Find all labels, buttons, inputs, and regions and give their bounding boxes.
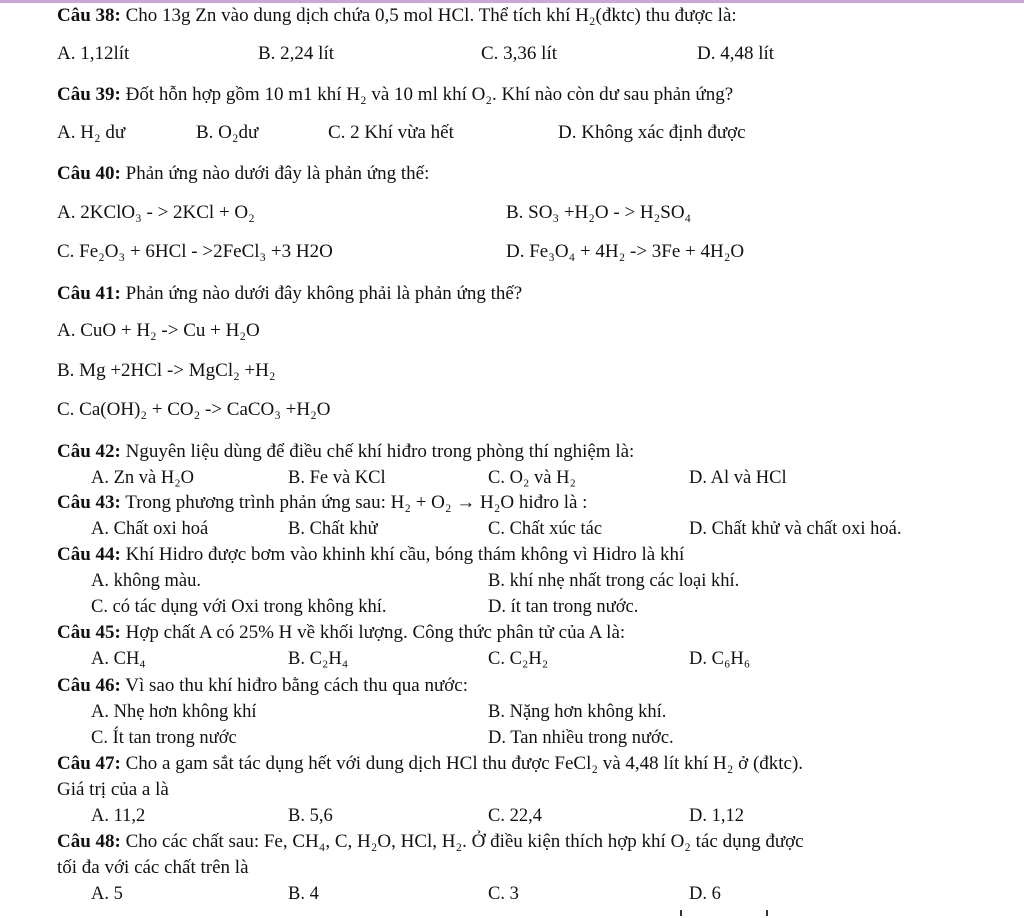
question-38: Câu 38: Cho 13g Zn vào dung dịch chứa 0,5 mol HCl. Thể tích khí H₂(đktc) thu được là: bbox=[57, 5, 737, 26]
q39-option-a: A. H₂ dư bbox=[57, 122, 126, 143]
question-42: Câu 42: Nguyên liệu dùng để điều chế khí hiđro trong phòng thí nghiệm là: bbox=[57, 441, 635, 462]
q42-option-d: D. Al và HCl bbox=[689, 468, 787, 488]
q42-option-a: A. Zn và H₂O bbox=[91, 468, 195, 488]
scan-mark bbox=[766, 910, 768, 916]
q39-option-b: B. O₂dư bbox=[196, 122, 259, 143]
q43-option-c: C. Chất xúc tác bbox=[488, 519, 603, 539]
q45-option-c: C. C₂H₂ bbox=[488, 649, 549, 669]
q45-option-b: B. C₂H₄ bbox=[288, 649, 349, 669]
q48-option-b: B. 4 bbox=[288, 884, 319, 904]
q43-option-a: A. Chất oxi hoá bbox=[91, 519, 209, 539]
question-47-continuation: Giá trị của a là bbox=[57, 779, 169, 800]
question-47: Câu 47: Cho a gam sắt tác dụng hết với dung dịch HCl thu được FeCl₂ và 4,48 lít khí H₂ ở (đktc). bbox=[57, 753, 804, 774]
question-43: Câu 43: Trong phương trình phản ứng sau: H₂ + O₂ → H₂O hiđro là : bbox=[57, 492, 588, 513]
question-40: Câu 40: Phản ứng nào dưới đây là phản ứng thế: bbox=[57, 163, 430, 184]
q47-option-d: D. 1,12 bbox=[689, 806, 744, 826]
question-44: Câu 44: Khí Hidro được bơm vào khinh khí cầu, bóng thám không vì Hidro là khí bbox=[57, 544, 685, 565]
q46-option-c: C. Ít tan trong nước bbox=[91, 728, 237, 748]
question-48-continuation: tối đa với các chất trên là bbox=[57, 857, 249, 878]
q46-option-a: A. Nhẹ hơn không khí bbox=[91, 702, 257, 722]
q41-option-b: B. Mg +2HCl -> MgCl₂ +H₂ bbox=[57, 360, 276, 381]
question-41: Câu 41: Phản ứng nào dưới đây không phải là phản ứng thế? bbox=[57, 283, 523, 304]
q41-option-a: A. CuO + H₂ -> Cu + H₂O bbox=[57, 320, 260, 341]
q38-option-c: C. 3,36 lít bbox=[481, 43, 558, 64]
question-46: Câu 46: Vì sao thu khí hiđro bằng cách thu qua nước: bbox=[57, 675, 469, 696]
q38-option-a: A. 1,12lít bbox=[57, 43, 130, 64]
question-39: Câu 39: Đốt hỗn hợp gồm 10 m1 khí H₂ và 10 ml khí O₂. Khí nào còn dư sau phản ứng? bbox=[57, 84, 734, 105]
scan-mark bbox=[680, 910, 682, 916]
q48-option-d: D. 6 bbox=[689, 884, 721, 904]
q48-option-a: A. 5 bbox=[91, 884, 123, 904]
q48-option-c: C. 3 bbox=[488, 884, 519, 904]
q39-option-c: C. 2 Khí vừa hết bbox=[328, 122, 454, 143]
q41-option-c: C. Ca(OH)₂ + CO₂ -> CaCO₃ +H₂O bbox=[57, 399, 331, 420]
q42-option-c: C. O₂ và H₂ bbox=[488, 468, 576, 488]
q44-option-d: D. ít tan trong nước. bbox=[488, 597, 639, 617]
q47-option-b: B. 5,6 bbox=[288, 806, 333, 826]
q47-option-c: C. 22,4 bbox=[488, 806, 542, 826]
q40-option-a: A. 2KClO₃ - > 2KCl + O₂ bbox=[57, 202, 255, 223]
q46-option-b: B. Nặng hơn không khí. bbox=[488, 702, 667, 722]
q38-option-d: D. 4,48 lít bbox=[697, 43, 775, 64]
q43-option-d: D. Chất khử và chất oxi hoá. bbox=[689, 519, 902, 539]
q47-option-a: A. 11,2 bbox=[91, 806, 146, 826]
q43-option-b: B. Chất khử bbox=[288, 519, 378, 539]
question-45: Câu 45: Hợp chất A có 25% H về khối lượng. Công thức phân tử của A là: bbox=[57, 622, 626, 643]
q45-option-d: D. C₆H₆ bbox=[689, 649, 751, 669]
q44-option-b: B. khí nhẹ nhất trong các loại khí. bbox=[488, 571, 740, 591]
q38-option-b: B. 2,24 lít bbox=[258, 43, 335, 64]
q40-option-d: D. Fe₃O₄ + 4H₂ -> 3Fe + 4H₂O bbox=[506, 241, 745, 262]
q44-option-c: C. có tác dụng với Oxi trong không khí. bbox=[91, 597, 387, 617]
q40-option-c: C. Fe₂O₃ + 6HCl - >2FeCl₃ +3 H2O bbox=[57, 241, 333, 262]
q42-option-b: B. Fe và KCl bbox=[288, 468, 386, 488]
q39-option-d: D. Không xác định được bbox=[558, 122, 746, 143]
q46-option-d: D. Tan nhiều trong nước. bbox=[488, 728, 674, 748]
top-border bbox=[0, 0, 1024, 3]
question-48: Câu 48: Cho các chất sau: Fe, CH₄, C, H₂O, HCl, H₂. Ở điều kiện thích hợp khí O₂ tác dụng được bbox=[57, 831, 804, 852]
q44-option-a: A. không màu. bbox=[91, 571, 201, 591]
q40-option-b: B. SO₃ +H₂O - > H₂SO₄ bbox=[506, 202, 692, 223]
q45-option-a: A. CH₄ bbox=[91, 649, 146, 669]
